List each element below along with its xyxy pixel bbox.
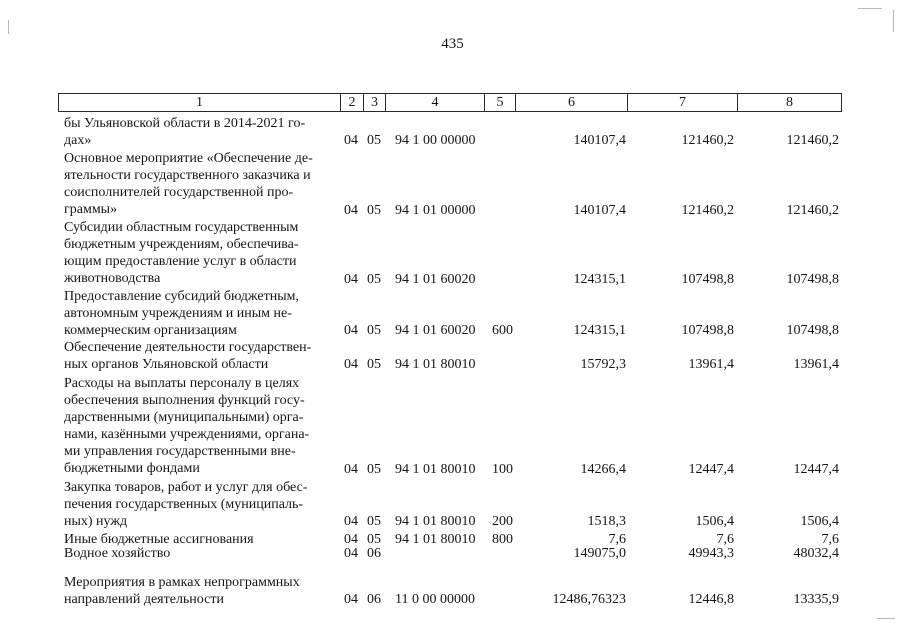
scan-edge-mark	[858, 8, 882, 9]
row-description-line: коммерческим организациям	[64, 323, 237, 338]
cell-c7: 7,6	[716, 532, 734, 547]
table-header-row	[58, 93, 842, 112]
cell-c8: 7,6	[821, 532, 839, 547]
cell-c8: 12447,4	[793, 462, 839, 477]
cell-c4: 94 1 01 80010	[395, 532, 476, 547]
cell-c7: 121460,2	[681, 202, 734, 218]
cell-c6: 149075,0	[573, 546, 626, 561]
cell-c6: 15792,3	[580, 357, 626, 373]
cell-c3: 05	[367, 271, 381, 287]
cell-c8: 13961,4	[793, 357, 839, 373]
cell-c3: 05	[367, 323, 381, 339]
cell-c2: 04	[344, 271, 358, 287]
cell-c3: 05	[367, 202, 381, 218]
row-description	[64, 545, 336, 562]
scan-edge-mark	[893, 10, 894, 32]
row-description	[64, 115, 336, 149]
cell-c8: 107498,8	[786, 271, 839, 287]
cell-c8: 121460,2	[786, 202, 839, 218]
page-number: 435	[441, 36, 464, 52]
header-col-8: 8	[786, 95, 793, 110]
cell-c7: 107498,8	[681, 323, 734, 339]
row-description-line: печения государственных (муниципаль-	[64, 497, 304, 512]
row-description-line: дах»	[64, 133, 92, 148]
row-description-line: Мероприятия в рамках непрограммных	[64, 575, 300, 590]
row-description-line: автономным учреждениям и иным не-	[64, 306, 292, 321]
header-col-2: 2	[341, 94, 364, 111]
cell-c7: 13961,4	[688, 357, 734, 373]
row-description-line: Расходы на выплаты персоналу в целях	[64, 376, 300, 391]
row-description	[64, 339, 336, 373]
cell-c6: 140107,4	[573, 133, 626, 149]
cell-c6: 124315,1	[573, 271, 626, 287]
row-description-line: обеспечения выполнения функций госу-	[64, 393, 305, 408]
cell-c8: 1506,4	[800, 514, 839, 530]
row-description-line: ных) нужд	[64, 514, 128, 529]
cell-c6: 140107,4	[573, 202, 626, 218]
row-description-line: Предоставление субсидий бюджетным,	[64, 289, 300, 304]
cell-c7: 107498,8	[681, 271, 734, 287]
header-col-4: 4	[386, 94, 485, 111]
row-description-line: ятельности государственного заказчика и	[64, 168, 311, 183]
cell-c3: 06	[367, 546, 381, 561]
cell-c2: 04	[344, 532, 358, 547]
row-description-line: ных органов Ульяновской области	[64, 357, 269, 372]
cell-c5: 200	[492, 514, 513, 530]
cell-c5: 800	[492, 532, 513, 547]
cell-c4: 94 1 01 80010	[395, 357, 476, 373]
cell-c3: 05	[367, 462, 381, 477]
cell-c7: 12447,4	[688, 462, 734, 477]
cell-c3: 05	[367, 532, 381, 547]
row-description-line: Закупка товаров, работ и услуг для обес-	[64, 480, 308, 495]
cell-c4: 94 1 01 60020	[395, 323, 476, 339]
row-description-line: Основное мероприятие «Обеспечение де-	[64, 151, 313, 166]
row-description-line: ми управления государственными вне-	[64, 444, 296, 459]
row-description	[64, 219, 336, 287]
header-col-7: 7	[628, 94, 738, 111]
cell-c2: 04	[344, 357, 358, 373]
cell-c3: 05	[367, 357, 381, 373]
cell-c2: 04	[344, 323, 358, 339]
row-description	[64, 150, 336, 218]
cell-c8: 107498,8	[786, 323, 839, 339]
row-description-line: бюджетным учреждениям, обеспечива-	[64, 237, 299, 252]
cell-c8: 48032,4	[793, 546, 839, 561]
row-description-line: направлений деятельности	[64, 592, 224, 607]
cell-c6: 12486,76323	[552, 592, 626, 608]
cell-c6: 1518,3	[587, 514, 626, 530]
cell-c6: 14266,4	[580, 462, 626, 477]
cell-c3: 05	[367, 133, 381, 149]
row-description-line: дарственными (муниципальными) орга-	[64, 410, 304, 425]
cell-c2: 04	[344, 514, 358, 530]
cell-c2: 04	[344, 592, 358, 608]
cell-c7: 12446,8	[688, 592, 734, 608]
scan-edge-mark	[8, 20, 9, 34]
header-col-1: 1	[59, 94, 341, 111]
cell-c5: 600	[492, 323, 513, 339]
cell-c3: 06	[367, 592, 381, 608]
row-description	[64, 479, 336, 530]
row-description-line: Обеспечение деятельности государствен-	[64, 340, 312, 355]
cell-c4: 94 1 01 80010	[395, 462, 476, 477]
row-description-line: Субсидии областным государственным	[64, 220, 299, 235]
cell-c2: 04	[344, 546, 358, 561]
row-description-line: бюджетными фондами	[64, 461, 200, 476]
cell-c5: 100	[492, 462, 513, 477]
cell-c3: 05	[367, 514, 381, 530]
header-col-6: 6	[516, 94, 628, 111]
cell-c7: 49943,3	[688, 546, 734, 561]
row-description-line: бы Ульяновской области в 2014-2021 го-	[64, 116, 306, 131]
cell-c8: 13335,9	[793, 592, 839, 608]
row-description-line: нами, казёнными учреждениями, органа-	[64, 427, 310, 442]
row-description-line: Иные бюджетные ассигнования	[64, 532, 254, 547]
cell-c6: 124315,1	[573, 323, 626, 339]
row-description-line: граммы»	[64, 202, 118, 217]
cell-c4: 94 1 01 00000	[395, 202, 476, 218]
cell-c7: 121460,2	[681, 133, 734, 149]
cell-c2: 04	[344, 133, 358, 149]
scan-edge-mark	[877, 618, 895, 619]
cell-c4: 94 1 01 80010	[395, 514, 476, 530]
row-description	[64, 288, 336, 339]
row-description-line: Водное хозяйство	[64, 546, 171, 561]
cell-c2: 04	[344, 462, 358, 477]
header-col-5: 5	[485, 94, 516, 111]
cell-c4: 94 1 01 60020	[395, 271, 476, 287]
row-description-line: соисполнителей государственной про-	[64, 185, 294, 200]
cell-c8: 121460,2	[786, 133, 839, 149]
cell-c4: 94 1 00 00000	[395, 133, 476, 149]
header-col-3: 3	[364, 94, 386, 111]
row-description-line: ющим предоставление услуг в области	[64, 254, 297, 269]
cell-c2: 04	[344, 202, 358, 218]
cell-c7: 1506,4	[695, 514, 734, 530]
cell-c6: 7,6	[608, 532, 626, 547]
row-description-line: животноводства	[64, 271, 161, 286]
row-description	[64, 375, 336, 477]
cell-c4: 11 0 00 00000	[395, 592, 475, 608]
row-description	[64, 574, 336, 608]
